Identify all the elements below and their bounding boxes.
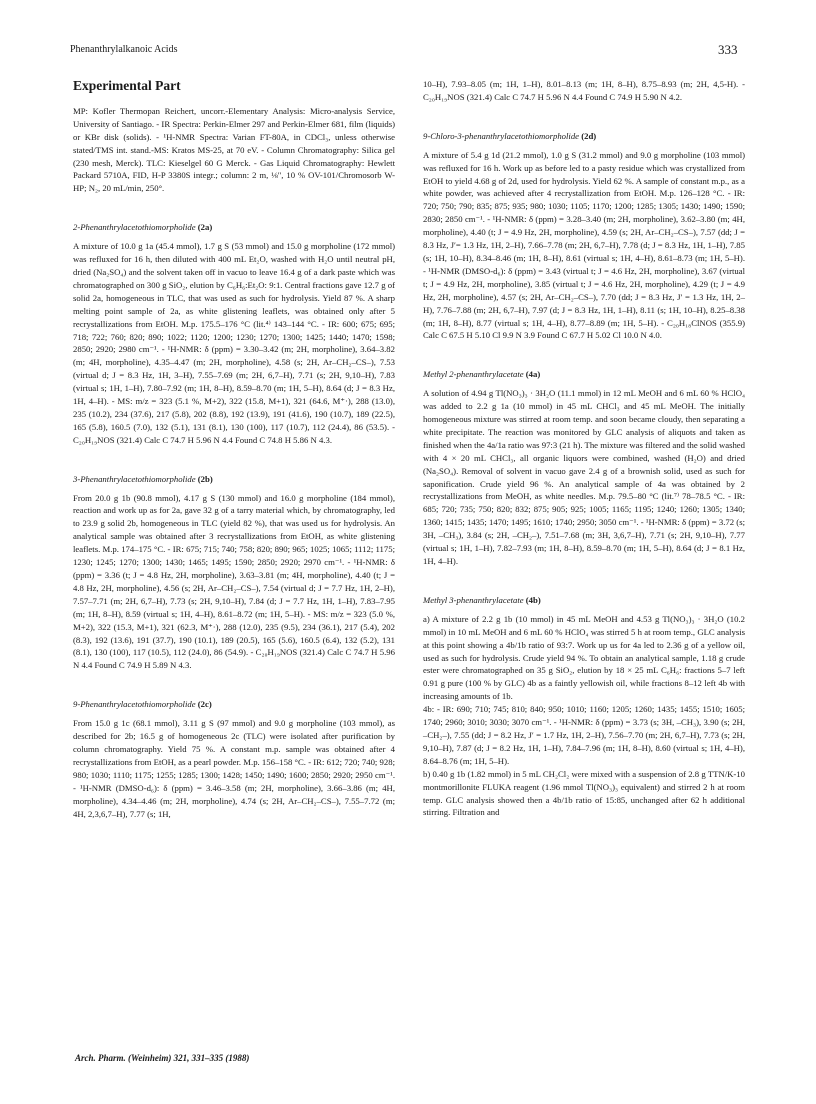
subsection-4a-title: Methyl 2-phenanthrylacetate (4a) xyxy=(423,369,541,380)
subsection-2a-body: A mixture of 10.0 g 1a (45.4 mmol), 1.7 g S (53 mmol) and 15.0 g morpholine (172 mmol) was refluxed for 16 h, then diluted with 400 mL Et₂O, washed with H₂O until neutral pH, dried (Na₂SO₄) and the solvent taken off in vacuo to leave 16.4 g of a dark paste which was chromatographed on 300 g SiO₂, elution by C₆H₆:Et₂O: 9:1. Central fractions gave 12.7 g of solid 2a, homogeneous in TLC, that was used as such for hydrolysis. Yield 87 %. A sharp melting point sample of 2a, as white glistening leaflets, was obtained only after 5 recrystallizations from EtOH. M.p. 175.5–176 °C (lit.⁴⁾ 143–144 °C. - IR: 600; 675; 695; 718; 722; 760; 820; 890; 1022; 1120; 1200; 1230; 1270; 1300; 1425; 1440; 1470; 1598; 2850; 2920; 2980 cm⁻¹. - ¹H-NMR: δ (ppm) = 3.30–3.42 (m; 2H, morpholine), 3.64–3.82 (m; 4H, morpholine), 4.35–4.47 (m; 2H, morpholine), 4.58 (s; 2H, Ar–CH₂–CS–), 7.53 (virtual d; J = 8.3 Hz, 1H, 3–H), 7.55–7.69 (m; 2H, 6,7–H), 7.71 (s; 2H, 9,10–H), 7.83 (virtual s; 1H, 1–H), 7.80–7.92 (m; 1H, 8–H), 8.59–8.70 (m; 1H, 5–H), 8.64 (d; J = 8.3 Hz, 1H, 4–H). - MS: m/z = 323 (5.1 %, M+2), 322 (15.8, M+1), 321 (64.6, M⁺·), 288 (13.0), 235 (10.2), 234 (37.6), 217 (5.8), 202 (8.8), 192 (13.9), 191 (41.6), 190 (10.7), 189 (22.5), 165 (5.8), 160.5 (7.0), 132 (5.1), 131 (8.1), 130 (100), 117 (10.7), 112 (24.4), 86 (53.5). - C₂₀H₁₉NOS (321.4) Calc C 74.7 H 5.96 N 4.4 Found C 74.8 H 5.86 N 4.3. xyxy=(73,241,395,445)
page-number: 333 xyxy=(718,42,738,57)
subsection-4b-body-a: a) A mixture of 2.2 g 1b (10 mmol) in 45 mL MeOH and 4.53 g Tl(NO₃)₃ · 3H₂O (10.2 mmol) in 10 mL MeOH and 6 mL 60 % HClO₄ was stirred 5 h at room temp., GLC analysis at this point showing a 4b/1b ratio of 93:7. Work up us for 4a led to 2.36 g of a yellow oil, used as such for hydrolysis. Crude yield 94 %. To obtain an analytical sample, 1.18 g crude ester were chromatographed on 35 g SiO₂, elution by 18 × 25 mL C₆H₆: fractions 5–7 left 0.91 g pure (100 % by GLC) 4b as a faintly yellowish oil, while fractions 8–12 left 4b with increasing amounts of 1b. xyxy=(423,613,745,702)
left-column xyxy=(73,80,395,820)
subsection-2d-body: A mixture of 5.4 g 1d (21.2 mmol), 1.0 g S (31.2 mmol) and 9.0 g morpholine (103 mmol) was refluxed for 16 h. Work up as before led to a pasty residue which was crystallized from EtOH to yield 4.68 g of 2d, used for hydrolysis. Yield 62 %. A sample of constant m.p., as a white powder, was achieved after 4 recrystallization from EtOH. M.p. 126–128 °C. - IR: 720; 750; 790; 835; 875; 935; 980; 1030; 1105; 1170; 1200; 1285; 1305; 1430; 1490; 1590; 2830; 2850 cm⁻¹. - ¹H-NMR: δ (ppm) = 3.28–3.40 (m; 2H, morpholine), 3.62–3.80 (m; 4H, morpholine), 4.40 (t; J = 4.9 Hz, 2H, morpholine), 4.59 (s; 2H, Ar–CH₂–CS–), 7.57 (dd; J = 8.3 Hz, J′= 1.3 Hz, 1H, 2–H), 7.66–7.78 (m; 2H, 6,7–H), 7.78 (d; J = 8.3 Hz, 1H, 1–H), 7.85 (s; 1H, 10–H), 8.34–8.46 (m; 1H, 8–H), 8.61 (virtual s; 1H, 4–H), 8.61–8.73 (m; 1H, 5–H). - ¹H-NMR (DMSO-d₆): δ (ppm) = 3.43 (virtual t; J = 4.6 Hz, 2H, morpholine), 3.67 (virtual t; J = 4.9 Hz, 2H, morpholine), 3.85 (virtual t; J = 4.6 Hz, 2H, morpholine), 4.29 (t; J = 4.9 Hz, 2H, morpholine), 4.57 (s; 2H, Ar–CH₂–CS–), 7.70 (dd; J = 8.3 Hz, J′ = 1.3 Hz, 1H, 2–H), 7.76–7.88 (m; 2H, 6,7–H), 7.97 (d; J = 8.3 Hz, 1H, 1–H), 8.11 (s; 1H, 10–H), 8.25–8.38 (m; 1H, 8–H), 8.77 (virtual s; 1H, 4–H), 8.77–8.89 (m; 1H, 5–H). - C₂₀H₁₈ClNOS (355.9) Calc C 67.5 H 5.10 Cl 9.9 N 3.9 Found C 67.7 H 5.02 Cl 10.0 N 4.0. xyxy=(423,149,745,341)
intro-paragraph: MP: Kofler Thermopan Reichert, uncorr.-Elementary Analysis: Micro-analysis Service, University of Santiago. - IR Spectra: Perkin-Elmer 297 and Perkin-Elmer 681, film (liquids) or KBr disk (solids). - ¹H-NMR Spectra: Varian FT-80A, in CDCl₃, unless otherwise stated/TMS int. stand.-MS: Kratos MS-25, at 70 eV. - Column Chromatography: Silica gel (230 mesh, Merck). TLC: Kieselgel 60 G Merck. - Gas Liquid Chromatography: Hewlett Packard 5710A, FID, H-P 3380S integr.; column: 2 m, ⅛", 10 % OV-101/Chromosorb W-HP; N₂, 20 mL/min, 250°. xyxy=(73,105,395,194)
subsection-2a-title: 2-Phenanthrylacetothiomorpholide (2a) xyxy=(73,222,213,233)
section-title: Experimental Part xyxy=(73,78,181,93)
subsection-4b-body-c: b) 0.40 g 1b (1.82 mmol) in 5 mL CH₂Cl₂ were mixed with a suspension of 2.8 g TTN/K-10 montmorillonite FLUKA reagent (1.96 mmol Tl(NO₃)₃ equivalent) and stirred 2 h at room temp. GLC analysis showed then a 4b/1b ratio of 15:85, unchanged after 62 h additional stirring. Filtration and xyxy=(423,768,745,818)
continued-paragraph: 10–H), 7.93–8.05 (m; 1H, 1–H), 8.01–8.13 (m; 1H, 8–H), 8.75–8.93 (m; 2H, 4,5-H). - C₂₀H₁₉NOS (321.4) Calc C 74.7 H 5.96 N 4.4 Found C 74.9 H 5.90 N 4.2. xyxy=(423,79,745,102)
subsection-2b-body: From 20.0 g 1b (90.8 mmol), 4.17 g S (130 mmol) and 16.0 g morpholine (184 mmol), reaction and work up as for 2a, gave 32 g of a tarry material which, by chromatography, led to 23.9 g solid 2b, homogeneous in TLC (yield 82 %), that was used us for hydrolysis. An analytical sample was obtained after 3 recrystallizations from EtOH, as white glistening leaflets. M.p. 174–175 °C. - IR: 675; 715; 740; 758; 820; 890; 965; 1025; 1065; 1112; 1175; 1230; 1245; 1270; 1300; 1430; 1465; 1495; 1590; 2850; 2920; 2970 cm⁻¹. - ¹H-NMR: δ (ppm) = 3.36 (t; J = 4.8 Hz, 2H, morpholine), 3.63–3.81 (m; 4H, morpholine), 4.40 (t; J = 4.8 Hz, 2H, morpholine), 4.56 (s; 2H, Ar–CH₂–CS–), 7.54 (virtual d; J = 7.7 Hz, 1H, 2–H), 7.57–7.71 (m; 2H, 6,7–H), 7.73 (s; 2H, 9,10–H), 7.84 (d; J = 7.7 Hz, 1H, 1–H), 7.83–7.95 (m; 1H, 8–H), 8.59 (virtual s; 1H, 4–H), 8.61–8.72 (m; 1H, 5–H). - MS: m/z = 323 (5.0 %, M+2), 322 (15.3, M+1), 321 (62.3, M⁺·), 288 (12.0), 235 (9.5), 234 (36.1), 217 (5.4), 202 (8.3), 192 (13.6), 191 (37.7), 190 (10.1), 189 (20.5), 165 (5.6), 160.5 (6.4), 132 (5.2), 131 (8.1), 130 (100), 117 (10.5), 112 (24.0), 86 (54.9). - C₂₀H₁₉NOS (321.4) Calc C 74.7 H 5.96 N 4.4 Found C 74.9 H 5.89 N 4.3. xyxy=(73,492,395,671)
subsection-2c-body: From 15.0 g 1c (68.1 mmol), 3.11 g S (97 mmol) and 9.0 g morpholine (103 mmol), as described for 2b; 16.5 g of homogeneous 2c (TLC) were isolated after purification by column chromatography. Yield 75 %. A constant m.p. sample was obtained after 4 recrystallizations from EtOH, as a pearl powder. M.p. 156–158 °C. - IR: 612; 720; 740; 928; 980; 1030; 1110; 1175; 1255; 1285; 1300; 1428; 1450; 1490; 1600; 2850; 2920; 2950 cm⁻¹. - ¹H-NMR (DMSO-d₆): δ (ppm) = 3.46–3.58 (m; 2H, morpholine), 3.66–3.86 (m; 4H, morpholine), 4.34–4.46 (m; 2H, morpholine), 4.74 (s; 2H, Ar–CH₂–CS–), 7.55–7.72 (m; 4H, 2,3,6,7–H), 7.77 (s; 1H, xyxy=(73,718,395,819)
journal-citation: Arch. Pharm. (Weinheim) 321, 331–335 (1988) xyxy=(75,1053,250,1063)
right-column xyxy=(423,78,745,819)
subsection-4b-body-b: 4b: - IR: 690; 710; 745; 810; 840; 950; 1010; 1160; 1205; 1260; 1435; 1455; 1510; 1605; 1740; 2960; 3010; 3030; 3070 cm⁻¹. - ¹H-NMR: δ (ppm) = 3.73 (s; 3H, –CH₃), 3.90 (s; 2H, –CH₂–), 7.55 (dd; J = 8.2 Hz, J′ = 1.7 Hz, 1H, 2–H), 7.56–7.70 (m; 2H, 6,7–H), 7.73 (s; 2H, 9,10–H), 7.87 (d; J = 8.2 Hz, 1H, 1–H), 7.84–7.96 (m; 1H, 8–H), 8.60 (virtual s; 1H, 4–H), 8.64–8.76 (m; 1H, 5–H). xyxy=(423,704,745,766)
subsection-2d-title: 9-Chloro-3-phenanthrylacetothiomorpholide (2d) xyxy=(423,130,597,141)
subsection-4b-title: Methyl 3-phenanthrylacetate (4b) xyxy=(423,594,541,605)
subsection-2c-title: 9-Phenanthrylacetothiomorpholide (2c) xyxy=(73,699,212,710)
subsection-4a-body: A solution of 4.94 g Tl(NO₃)₃ · 3H₂O (11.1 mmol) in 12 mL MeOH and 6 mL 60 % HClO₄ was added to 2.2 g 1a (10 mmol) in 45 mL CHCl₃ and 45 mL MeOH. The initially homogeneous mixture was stirred at room temp. and soon became cloudy, then separating a white precipitate. The reaction was monitored by GLC analysis of aliquots and taken as finished when the 4a/1a ratio was 97:3 (21 h). The mixture was filtered and the solid washed with 4 × 20 mL CHCl₃, all organic liquors were combined, washed (H₂O) and dried (Na₂SO₄). Removal of solvent in vacuo gave 2.4 g of a brownish solid, used as such for saponification. Crude yield 96 %. An analytical sample of 4a was obtained by 2 recrystallizations from MeOH, as white needles. M.p. 79.5–80 °C (lit.⁷⁾ 78–78.5 °C. - IR: 685; 720; 735; 750; 820; 832; 875; 905; 925; 1005; 1165; 1195; 1240; 1260; 1305; 1340; 1360; 1415; 1435; 1470; 1495; 1610; 1740; 2950; 3050 cm⁻¹. - ¹H-NMR: δ (ppm) = 3.72 (s; 3H, –CH₃), 3.84 (s; 2H, –CH₂–), 7.51–7.68 (m; 3H, 3,6,7–H), 7.71 (s; 2H, 9,10–H), 7.77 (virtual s; 1H, 1–H), 7.82–7.93 (m; 1H, 8–H), 8.59–8.70 (m; 1H, 5–H), 8.64 (d; J = 8.1 Hz, 1H, 4–H). xyxy=(423,388,745,566)
subsection-2b-title: 3-Phenanthrylacetothiomorpholide (2b) xyxy=(73,473,213,484)
running-head: Phenanthrylalkanoic Acids xyxy=(70,44,178,55)
